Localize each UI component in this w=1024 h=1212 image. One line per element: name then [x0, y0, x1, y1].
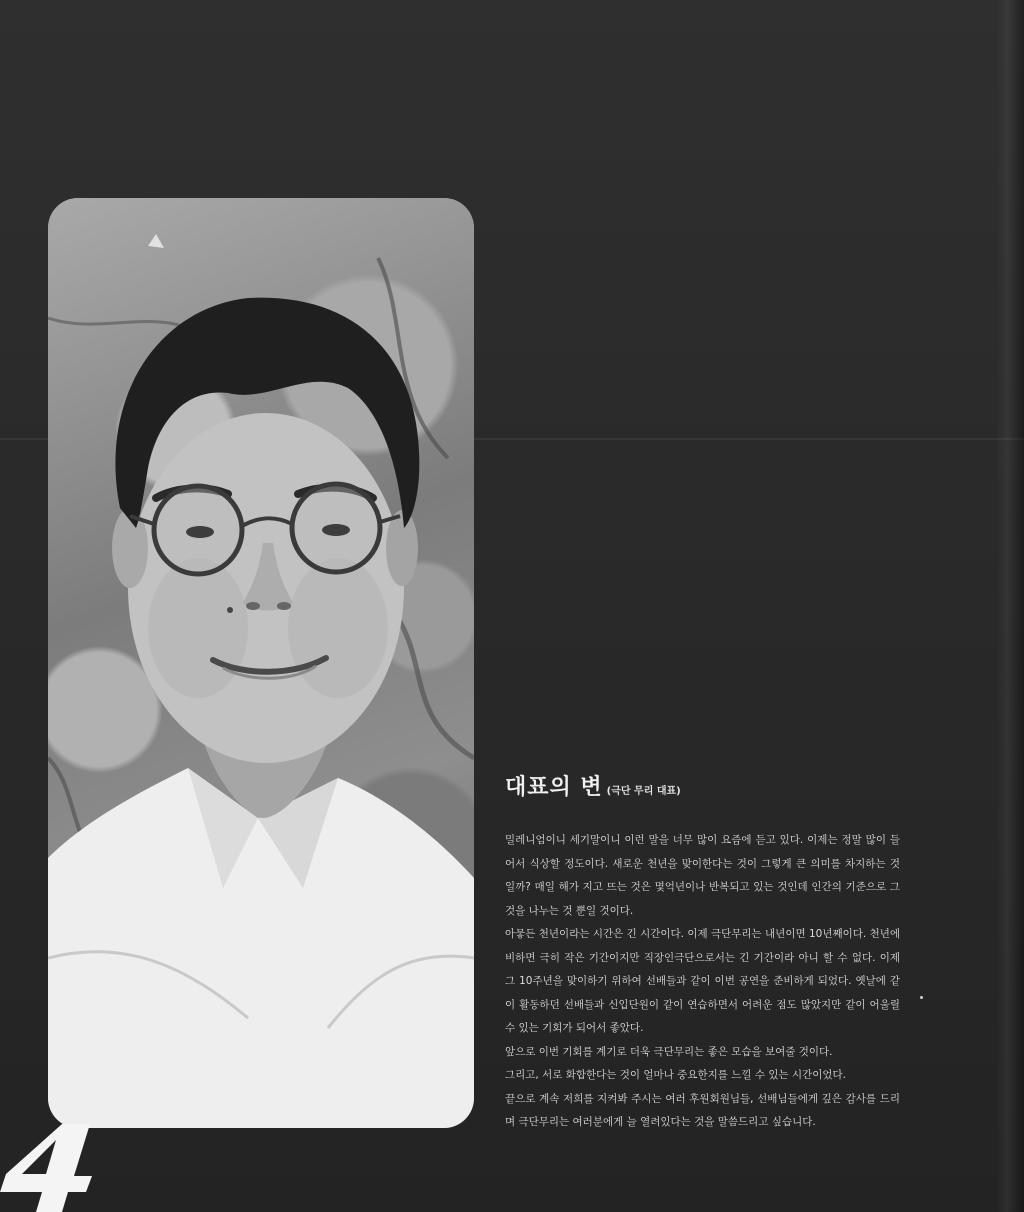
- portrait-photo: [48, 198, 474, 1128]
- article-body: [505, 770, 900, 1135]
- paragraph: 끝으로 계속 저희를 지켜봐 주시는 여러 후원회원님들, 선배님들에게 깊은 감사를 드리며 극단무리는 여러분에게 늘 열려있다는 것을 말씀드리고 싶습니다.: [505, 1092, 900, 1128]
- portrait-illustration: [48, 198, 474, 1128]
- paragraph: 밀레니엄이니 세기말이니 이런 말을 너무 많이 요즘에 듣고 있다. 이제는 정말 많이 들어서 식상할 정도이다. 새로운 천년을 맞이한다는 것이 그렇게 큰 의미를 차지하는 것일까? 매일 해가 지고 뜨는 것은 몇억년이나 반복되고 있는 것인데 인간의 기준으로 그것을 나누는 것 뿐일 것이다.: [505, 834, 900, 917]
- article-subtitle: (극단 무리 대표): [606, 786, 681, 797]
- page-number-graphic: [0, 1118, 110, 1212]
- page-edge-shadow: [996, 0, 1024, 1212]
- paragraph: 아뭏든 천년이라는 시간은 긴 시간이다. 이제 극단무리는 내년이면 10년째이다. 천년에 비하면 극히 작은 기간이지만 직장인극단으로서는 긴 기간이라 아니 할 수 없다. 이제 그 10주년을 맞이하기 위하여 선배들과 같이 이번 공연을 준비하게 되었다. 옛날에 같이 활동하던 선배들과 신입단원이 같이 연습하면서 어려운 점도 많았지만 같이 어울릴 수 있는 기회가 되어서 좋았다.: [505, 928, 900, 1034]
- paragraph: 그리고, 서로 화합한다는 것이 얼마나 중요한지를 느낄 수 있는 시간이었다.: [505, 1069, 847, 1081]
- article-text: [505, 829, 900, 1135]
- paragraph: 앞으로 이번 기회를 계기로 더욱 극단무리는 좋은 모습을 보여줄 것이다.: [505, 1045, 833, 1058]
- dust-speck: [920, 996, 923, 999]
- article-title: 대표의 변: [505, 774, 603, 800]
- heading-row: [505, 770, 900, 801]
